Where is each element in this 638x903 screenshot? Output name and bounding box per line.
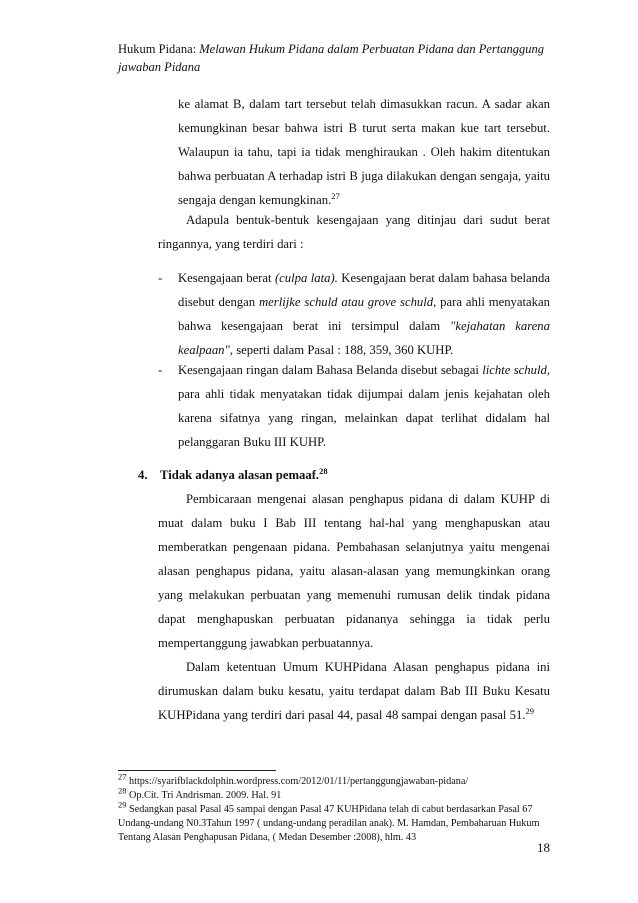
footnote-27 (118, 771, 550, 789)
footnote-ref-29: 29 (525, 705, 534, 716)
quote-text: ke alamat B, dalam tart tersebut telah dimasukkan racun. A sadar akan kemungkinan besar bahwa istri B turut serta makan kue tart tersebut. Walaupun ia tahu, tapi ia tidak menghiraukan . Oleh hakim ditentukan bahwa perbuatan A terhadap istri B juga dilakukan dengan sengaja, yaitu sengaja dengan kemungkinan. (178, 97, 550, 207)
footnote-number: 28 (118, 785, 127, 796)
bullet-italic-term: merlijke schuld atau grove schuld (258, 295, 434, 309)
section-paragraph-1 (158, 487, 550, 655)
footnote-28 (118, 785, 550, 803)
bullet-text-part: , para ahli menyatakan bahwa kesengajaan berat ini tersimpul dalam (178, 295, 551, 333)
section-body (158, 487, 550, 727)
intro-text: Adapula bentuk-bentuk kesengajaan yang ditinjau dari sudut berat ringannya, yang terdiri dari : (158, 213, 550, 251)
paragraph-text: Dalam ketentuan Umum KUHPidana Alasan penghapus pidana ini dirumuskan dalam buku kesatu, yaitu terdapat dalam Bab III Buku Kesatu KUHPidana yang terdiri dari pasal 44, pasal 48 sampai dengan pasal 51. (158, 660, 550, 722)
bullet-dash: - (158, 271, 163, 285)
bullet-text (178, 358, 550, 454)
paragraph-text: Pembicaraan mengenai alasan penghapus pidana di dalam KUHP di muat dalam buku I Bab III tentang hal-hal yang menghapuskan atau memberatkan pengenaan pidana. Pembahasan selanjutnya yaitu mengenai alasan penghapus pidana, yaitu alasan-alasan yang memungkinkan orang yang melakukan perbuatan yang memenuhi rumusan delik tindak pidana dapat menghapuskan perbuatan pidananya sehingga ia tidak perlu mempertanggung jawabkan perbuatannya. (158, 492, 550, 650)
page-number: 18 (537, 840, 550, 855)
footnote-number: 29 (118, 799, 127, 810)
bullet-text-part: , seperti dalam Pasal : 188, 359, 360 KUHP. (229, 343, 454, 357)
footnote-ref-27: 27 (331, 190, 340, 201)
footnote-divider (118, 770, 276, 771)
footnote-ref-28: 28 (319, 465, 328, 476)
header-title: Melawan Hukum Pidana dalam Perbuatan Pidana dan Pertanggung jawaban Pidana (118, 42, 545, 74)
section-title: Tidak adanya alasan pemaaf. (160, 468, 320, 482)
intro-paragraph (158, 208, 550, 256)
bullet-text-part: para ahli tidak menyatakan tidak dijumpai dalam jenis kejahatan oleh karena sifatnya yang ringan, melainkan dapat terlihat didalam hal pelanggaran Buku III KUHP. (178, 387, 550, 449)
footnote-text: Sedangkan pasal Pasal 45 sampai dengan Pasal 47 KUHPidana telah di cabut berdasarkan Pasal 67 Undang-undang N0.3Tahun 1997 ( undang-undang peradilan anak). M. Hamdan, Pembaharuan Hukum Tentang Alasan Penghapusan Pidana, ( Medan Desember :2008), hlm. 43 (118, 804, 540, 843)
bullet-text (178, 266, 550, 362)
running-header (118, 40, 578, 76)
section-paragraph-2 (158, 655, 550, 727)
quoted-paragraph (178, 92, 550, 212)
list-item (158, 266, 550, 362)
bullet-italic-term: lichte schuld, (482, 363, 550, 377)
footnote-text: Op.Cit. Tri Andrisman. 2009. Hal. 91 (126, 790, 282, 801)
section-number: 4. (138, 468, 148, 482)
bullet-text-part: Kesengajaan berat (178, 271, 275, 285)
footnote-link-text: https://syarifblackdolphin.wordpress.com/2012/01/11/pertanggungjawaban-pidana/ (126, 776, 469, 787)
footnotes (118, 771, 550, 845)
bullet-italic-term: (culpa lata). (274, 271, 338, 285)
footnote-29 (118, 799, 550, 845)
list-item (158, 358, 550, 454)
header-prefix: Hukum Pidana: (118, 42, 200, 56)
bullet-text-part: Kesengajaan ringan dalam Bahasa Belanda disebut sebagai (178, 363, 483, 377)
bullet-text-part: Kesengajaan berat dalam bahasa belanda disebut dengan (178, 271, 550, 309)
bullet-italic-term: "kejahatan karena kealpaan" (178, 319, 550, 357)
section-heading (138, 463, 550, 487)
bullet-dash: - (158, 363, 163, 377)
footnote-number: 27 (118, 771, 127, 782)
